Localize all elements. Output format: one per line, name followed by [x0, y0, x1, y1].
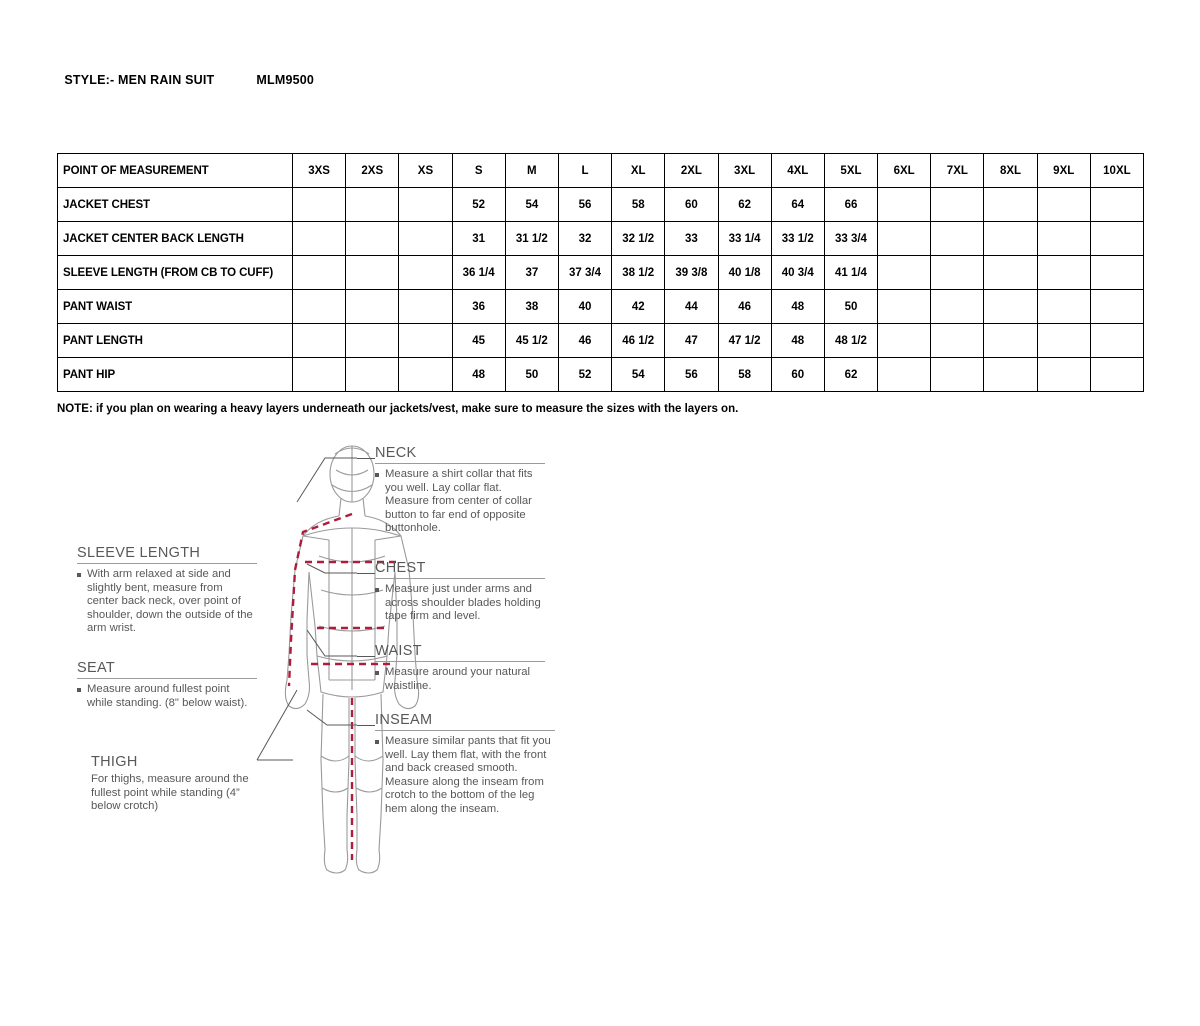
callout-waist [375, 643, 545, 693]
column-header-9xl: 9XL [1037, 154, 1090, 188]
callout-chest-title: CHEST [375, 560, 426, 576]
cell [984, 290, 1037, 324]
leader-line-neck [357, 458, 375, 459]
cell: 46 [558, 324, 611, 358]
cell: 48 1/2 [824, 324, 877, 358]
cell [984, 358, 1037, 392]
cell [878, 358, 931, 392]
cell: 41 1/4 [824, 256, 877, 290]
cell: 52 [558, 358, 611, 392]
column-header-3xl: 3XL [718, 154, 771, 188]
cell: 54 [612, 358, 665, 392]
cell: 50 [824, 290, 877, 324]
column-header-m: M [505, 154, 558, 188]
cell: 58 [718, 358, 771, 392]
cell [399, 222, 452, 256]
cell: 62 [824, 358, 877, 392]
callout-thigh [91, 754, 261, 814]
cell: 60 [771, 358, 824, 392]
cell: 60 [665, 188, 718, 222]
cell [399, 256, 452, 290]
cell [878, 222, 931, 256]
cell [984, 324, 1037, 358]
cell [1037, 290, 1090, 324]
cell [878, 188, 931, 222]
cell [399, 358, 452, 392]
column-header-6xl: 6XL [878, 154, 931, 188]
cell: 46 [718, 290, 771, 324]
cell [346, 358, 399, 392]
callout-sleeve-length-title: SLEEVE LENGTH [77, 545, 201, 561]
callout-chest-body: Measure just under arms and across shoulder blades holding tape firm and level. [375, 583, 545, 624]
cell [931, 222, 984, 256]
cell: 48 [771, 324, 824, 358]
column-header-5xl: 5XL [824, 154, 877, 188]
cell [293, 358, 346, 392]
callout-sleeve-length-body: With arm relaxed at side and slightly bent, measure from center back neck, over point of shoulder, down the outside of the arm wrist. [77, 568, 257, 636]
cell [1090, 188, 1143, 222]
table-row [58, 324, 1144, 358]
cell: 31 [452, 222, 505, 256]
note-text: NOTE: if you plan on wearing a heavy layers underneath our jackets/vest, make sure to measure the sizes with the layers on. [57, 403, 739, 415]
callout-waist-rule [375, 661, 545, 662]
callout-inseam-rule [375, 730, 555, 731]
cell: 50 [505, 358, 558, 392]
cell [878, 290, 931, 324]
callout-sleeve-length [77, 545, 257, 636]
column-header-2xl: 2XL [665, 154, 718, 188]
column-header-10xl: 10XL [1090, 154, 1143, 188]
cell [1090, 358, 1143, 392]
cell [1037, 358, 1090, 392]
cell [1090, 222, 1143, 256]
cell [931, 256, 984, 290]
leader-line-chest [357, 573, 375, 574]
callout-seat-body: Measure around fullest point while standing. (8" below waist). [77, 683, 257, 710]
cell: 64 [771, 188, 824, 222]
cell: 56 [665, 358, 718, 392]
cell: 40 [558, 290, 611, 324]
callout-inseam-body: Measure similar pants that fit you well. Lay them flat, with the front and back creased smooth. Measure along the inseam from crotch to the bottom of the leg hem along the inseam. [375, 735, 555, 817]
row-label: PANT LENGTH [58, 324, 293, 358]
size-chart-table [57, 153, 1144, 392]
column-header-7xl: 7XL [931, 154, 984, 188]
cell [346, 290, 399, 324]
column-header-point-of-measurement: POINT OF MEASUREMENT [58, 154, 293, 188]
cell: 46 1/2 [612, 324, 665, 358]
cell [1090, 256, 1143, 290]
cell: 56 [558, 188, 611, 222]
cell: 33 3/4 [824, 222, 877, 256]
cell: 38 1/2 [612, 256, 665, 290]
size-chart-table-container [57, 153, 1144, 392]
cell [931, 358, 984, 392]
cell: 54 [505, 188, 558, 222]
column-header-4xl: 4XL [771, 154, 824, 188]
callout-seat-rule [77, 678, 257, 679]
table-row [58, 222, 1144, 256]
callout-inseam-title: INSEAM [375, 712, 433, 728]
cell: 62 [718, 188, 771, 222]
row-label: PANT WAIST [58, 290, 293, 324]
cell [1090, 290, 1143, 324]
cell: 48 [771, 290, 824, 324]
row-label: SLEEVE LENGTH (FROM CB TO CUFF) [58, 256, 293, 290]
cell: 45 1/2 [505, 324, 558, 358]
cell: 32 [558, 222, 611, 256]
table-row [58, 256, 1144, 290]
column-header-xl: XL [612, 154, 665, 188]
leader-line-inseam [357, 725, 375, 726]
cell: 33 1/2 [771, 222, 824, 256]
cell [399, 324, 452, 358]
callout-neck-body: Measure a shirt collar that fits you well. Lay collar flat. Measure from center of collar button to far end of opposite buttonhole. [375, 468, 545, 536]
table-row [58, 188, 1144, 222]
callout-waist-title: WAIST [375, 643, 422, 659]
cell: 38 [505, 290, 558, 324]
cell: 36 1/4 [452, 256, 505, 290]
cell [399, 188, 452, 222]
cell: 42 [612, 290, 665, 324]
cell [1037, 256, 1090, 290]
column-header-8xl: 8XL [984, 154, 1037, 188]
cell: 66 [824, 188, 877, 222]
cell [1037, 324, 1090, 358]
cell: 40 3/4 [771, 256, 824, 290]
callout-thigh-body: For thighs, measure around the fullest point while standing (4” below crotch) [91, 773, 249, 813]
callout-neck-title: NECK [375, 445, 417, 461]
cell [346, 222, 399, 256]
cell: 37 3/4 [558, 256, 611, 290]
callout-seat-title: SEAT [77, 660, 115, 676]
style-code: MLM9500 [256, 73, 315, 87]
callout-chest [375, 560, 545, 624]
cell [931, 290, 984, 324]
cell [293, 188, 346, 222]
cell: 32 1/2 [612, 222, 665, 256]
cell: 33 [665, 222, 718, 256]
cell [346, 188, 399, 222]
cell [293, 256, 346, 290]
column-header-2xs: 2XS [346, 154, 399, 188]
cell: 48 [452, 358, 505, 392]
row-label: JACKET CENTER BACK LENGTH [58, 222, 293, 256]
callout-sleeve-length-rule [77, 563, 257, 564]
cell [984, 188, 1037, 222]
callout-thigh-title: THIGH [91, 754, 138, 770]
cell: 40 1/8 [718, 256, 771, 290]
row-label: JACKET CHEST [58, 188, 293, 222]
column-header-3xs: 3XS [293, 154, 346, 188]
cell: 47 [665, 324, 718, 358]
cell [346, 324, 399, 358]
cell: 58 [612, 188, 665, 222]
cell [1090, 324, 1143, 358]
cell [878, 256, 931, 290]
cell [293, 290, 346, 324]
style-label: STYLE:- MEN RAIN SUIT [64, 73, 215, 87]
cell [346, 256, 399, 290]
cell: 52 [452, 188, 505, 222]
cell [984, 222, 1037, 256]
table-row [58, 290, 1144, 324]
cell: 45 [452, 324, 505, 358]
cell [931, 188, 984, 222]
cell: 37 [505, 256, 558, 290]
callout-inseam [375, 712, 555, 817]
callout-neck-rule [375, 463, 545, 464]
cell [399, 290, 452, 324]
cell: 31 1/2 [505, 222, 558, 256]
cell [931, 324, 984, 358]
cell: 44 [665, 290, 718, 324]
cell [293, 324, 346, 358]
callout-chest-rule [375, 578, 545, 579]
cell: 33 1/4 [718, 222, 771, 256]
callout-seat [77, 660, 257, 710]
cell [293, 222, 346, 256]
column-header-l: L [558, 154, 611, 188]
style-header [57, 59, 314, 87]
cell [878, 324, 931, 358]
leader-line-waist [357, 656, 375, 657]
table-header-row [58, 154, 1144, 188]
callout-waist-body: Measure around your natural waistline. [375, 666, 545, 693]
cell: 39 3/8 [665, 256, 718, 290]
callout-neck [375, 445, 545, 536]
cell: 47 1/2 [718, 324, 771, 358]
cell [984, 256, 1037, 290]
cell [1037, 222, 1090, 256]
cell: 36 [452, 290, 505, 324]
table-row [58, 358, 1144, 392]
row-label: PANT HIP [58, 358, 293, 392]
measurement-diagram [57, 440, 1144, 910]
cell [1037, 188, 1090, 222]
column-header-xs: XS [399, 154, 452, 188]
column-header-s: S [452, 154, 505, 188]
